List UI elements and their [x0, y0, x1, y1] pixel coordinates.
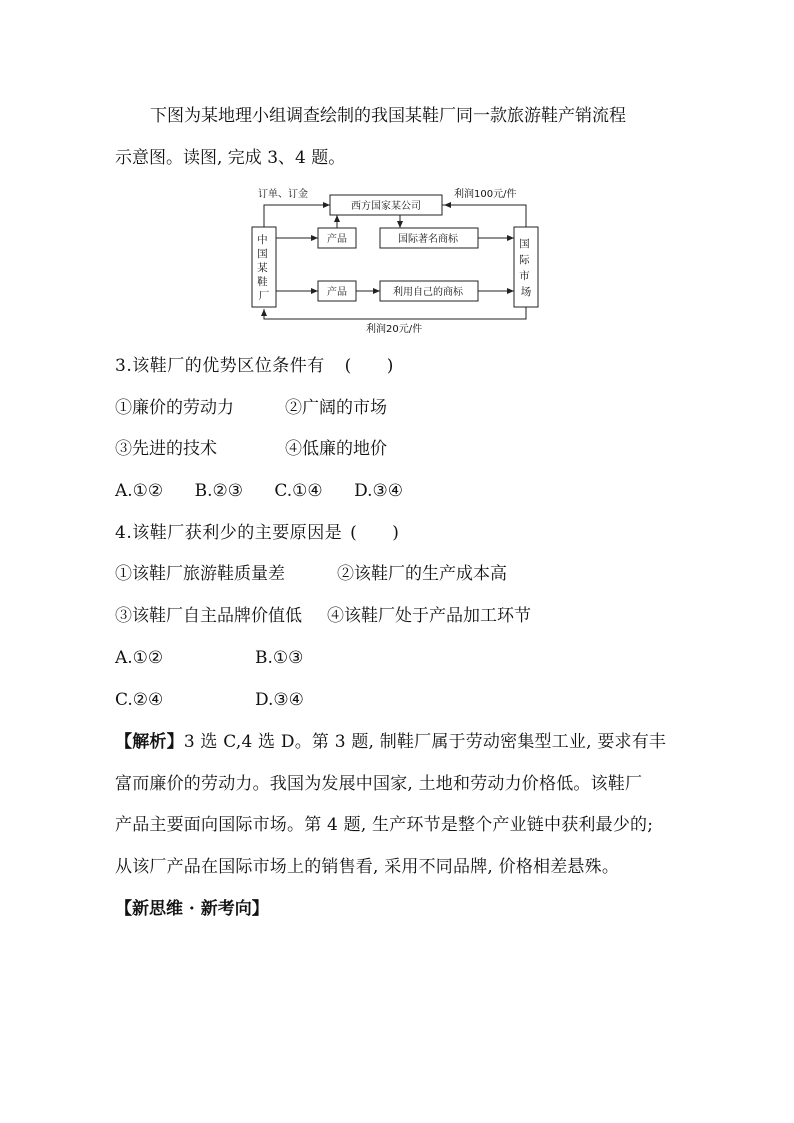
q3-options-row-2	[115, 437, 635, 461]
label-profit-20: 利润20元/件	[366, 324, 423, 335]
q3-choice-b: B.②③	[194, 481, 243, 501]
q3-options-row-1	[115, 396, 635, 420]
q3-choices	[115, 479, 429, 503]
q3-option-1: ①廉价的劳动力	[115, 398, 234, 418]
arrow-factory-to-company	[264, 205, 330, 227]
q4-choices-row-1	[115, 646, 515, 670]
q4-option-3: ③该鞋厂自主品牌价值低	[115, 606, 302, 626]
factory-char-5: 厂	[258, 290, 270, 302]
analysis-line-2: 富而廉价的劳动力。我国为发展中国家, 土地和劳动力价格低。该鞋厂	[115, 774, 643, 794]
brand-own-label: 利用自己的商标	[393, 287, 463, 298]
q4-stem: 4.该鞋厂获利少的主要原因是	[115, 523, 343, 543]
factory-label	[257, 233, 271, 302]
q3-stem: 3.该鞋厂的优势区位条件有	[115, 356, 325, 376]
q4-option-4: ④该鞋厂处于产品加工环节	[327, 606, 531, 626]
market-char-2: 际	[519, 254, 530, 266]
market-char-4: 场	[520, 286, 532, 298]
q4-paren: ( )	[350, 523, 400, 543]
label-orders: 订单、订金	[258, 189, 308, 200]
q4-choice-a: A.①②	[115, 648, 164, 668]
q3-option-2: ②广阔的市场	[285, 398, 387, 418]
q4-options-row-1	[115, 562, 675, 586]
factory-char-2: 国	[257, 248, 268, 260]
line-market-to-company	[442, 205, 526, 227]
intro-line-1: 下图为某地理小组调查绘制的我国某鞋厂同一款旅游鞋产销流程	[150, 106, 626, 126]
flow-diagram	[250, 183, 540, 335]
q3-choice-c: C.①④	[274, 481, 323, 501]
q4-options-row-2	[115, 604, 675, 628]
q3-stem-line	[115, 354, 394, 378]
q4-stem-line	[115, 521, 399, 545]
brand-intl-label: 国际著名商标	[398, 234, 458, 245]
q4-option-1: ①该鞋厂旅游鞋质量差	[115, 564, 285, 584]
q4-choice-c: C.②④	[115, 690, 164, 710]
factory-char-3: 某	[257, 262, 268, 274]
q3-paren: ( )	[344, 356, 394, 376]
market-char-1: 国	[519, 238, 530, 250]
factory-char-4: 鞋	[257, 276, 268, 288]
q4-choice-b: B.①③	[255, 648, 304, 668]
product-top-label: 产品	[327, 234, 347, 245]
company-label: 西方国家某公司	[351, 201, 421, 212]
q4-choices-row-2	[115, 688, 515, 712]
q3-choice-a: A.①②	[115, 481, 164, 501]
label-profit-100: 利润100元/件	[454, 189, 517, 200]
q4-choice-d: D.③④	[255, 690, 304, 710]
analysis-line-1	[115, 730, 666, 754]
arrow-profit-20-to-factory	[264, 307, 526, 319]
factory-char-1: 中	[257, 234, 268, 246]
q3-option-4: ④低廉的地价	[285, 439, 387, 459]
analysis-line-3: 产品主要面向国际市场。第 4 题, 生产环节是整个产业链中获利最少的;	[115, 815, 654, 835]
q3-option-3: ③先进的技术	[115, 439, 217, 459]
q4-option-2: ②该鞋厂的生产成本高	[337, 564, 507, 584]
q3-choice-d: D.③④	[354, 481, 403, 501]
analysis-text-1: 3 选 C,4 选 D。第 3 题, 制鞋厂属于劳动密集型工业, 要求有丰	[183, 732, 667, 752]
intro-line-2: 示意图。读图, 完成 3、4 题。	[115, 148, 346, 168]
market-char-3: 市	[519, 270, 530, 282]
section-title: 【新思维 · 新考向】	[115, 899, 269, 919]
analysis-tag: 【解析】	[115, 732, 184, 752]
analysis-line-4: 从该厂产品在国际市场上的销售看, 采用不同品牌, 价格相差悬殊。	[115, 857, 620, 877]
product-bottom-label: 产品	[327, 287, 347, 298]
